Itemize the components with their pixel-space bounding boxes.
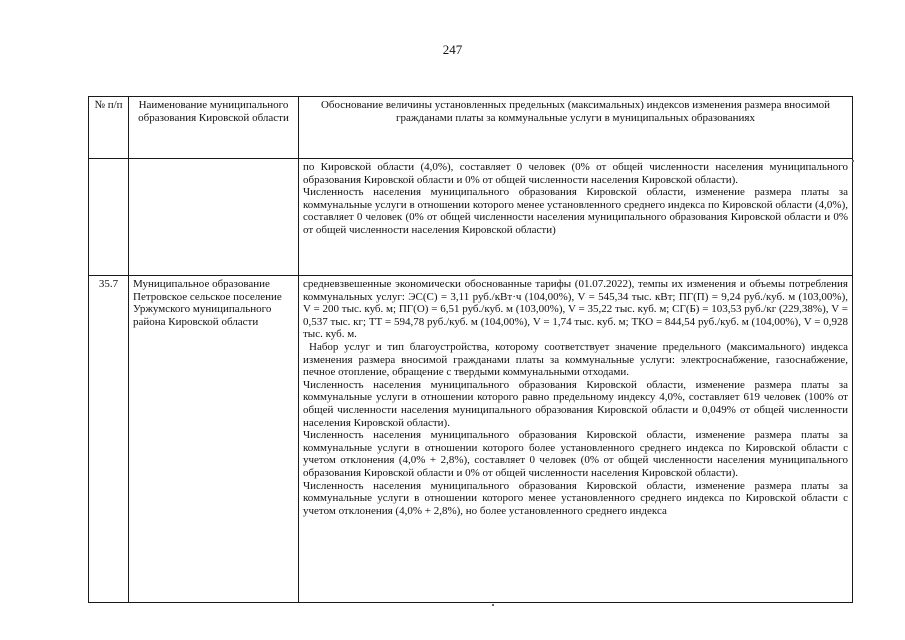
table-header-row bbox=[89, 97, 853, 159]
basis-paragraph: Численность населения муниципального образования Кировской области, изменение размера платы за коммунальные услуги в отношении которого равно предельному индексу 4,0%, составляет 619 человек (100% от общей численности населения муниципального образования Кировской области и 0,049% от общей численности населения Кировской области). bbox=[303, 378, 848, 429]
row-num: 35.7 bbox=[89, 276, 129, 603]
table-row bbox=[89, 276, 853, 603]
header-name: Наименование муниципального образования Кировской области bbox=[129, 97, 299, 159]
basis-paragraph: Численность населения муниципального образования Кировской области, изменение размера платы за коммунальные услуги в отношении которого менее установленного среднего индекса по Кировской области (4,0%), составляет 0 человек (0% от общей численности населения муниципального образования Кировской области и 0% от общей численности населения Кировской области) bbox=[303, 186, 848, 236]
row-num bbox=[89, 159, 129, 276]
scan-speck bbox=[852, 160, 854, 162]
basis-paragraph: Численность населения муниципального образования Кировской области, изменение размера платы за коммунальные услуги в отношении которого менее установленного среднего индекса по Кировской области с учетом отклонения (4,0% + 2,8%), но более установленного среднего индекса bbox=[303, 479, 848, 517]
row-basis bbox=[299, 159, 853, 276]
tariff-index-table bbox=[88, 96, 853, 603]
table-row bbox=[89, 159, 853, 276]
row-name: Муниципальное образование Петровское сельское поселение Уржумского муниципального района Кировской области bbox=[129, 276, 299, 603]
header-basis: Обоснование величины установленных предельных (максимальных) индексов изменения размера вносимой гражданами платы за коммунальные услуги в муниципальных образованиях bbox=[299, 97, 853, 159]
basis-paragraph: Численность населения муниципального образования Кировской области, изменение размера платы за коммунальные услуги в отношении которого более установленного среднего индекса по Кировской области с учетом отклонения (4,0% + 2,8%), составляет 0 человек (0% от общей численности населения муниципального образования Кировской области и 0% от общей численности населения Кировской области). bbox=[303, 429, 848, 479]
header-num: № п/п bbox=[89, 97, 129, 159]
scan-speck bbox=[492, 604, 494, 606]
basis-paragraph: Набор услуг и тип благоустройства, которому соответствует значение предельного (максимального) индекса изменения размера вносимой гражданами платы за коммунальные услуги: электроснабжение, газоснабжение, печное отопление, обращение с твердыми коммунальными отходами. bbox=[303, 340, 848, 379]
basis-paragraph: по Кировской области (4,0%), составляет 0 человек (0% от общей численности населения муниципального образования Кировской области и 0% от общей численности населения Кировской области). bbox=[303, 161, 848, 186]
basis-paragraph: средневзвешенные экономически обоснованные тарифы (01.07.2022), темпы их изменения и объемы потребления коммунальных услуг: ЭС(С) = 3,11 руб./кВт·ч (104,00%), V = 545,34 тыс. кВт; ПГ(П) = 9,24 руб./куб. м (103,00%), V = 200 тыс. куб. м; ПГ(О) = 6,51 руб./куб. м (103,00%), V = 35,22 тыс. куб. м; СГ(Б) = 103,53 руб./кг (229,38%), V = 0,537 тыс. кг; ТТ = 594,78 руб./куб. м (104,00%), V = 1,74 тыс. куб. м; ТКО = 844,54 руб./куб. м (104,00%), V = 0,928 тыс. куб. м. bbox=[303, 278, 848, 341]
row-name bbox=[129, 159, 299, 276]
page-number: 247 bbox=[442, 42, 463, 57]
row-basis bbox=[299, 276, 853, 603]
